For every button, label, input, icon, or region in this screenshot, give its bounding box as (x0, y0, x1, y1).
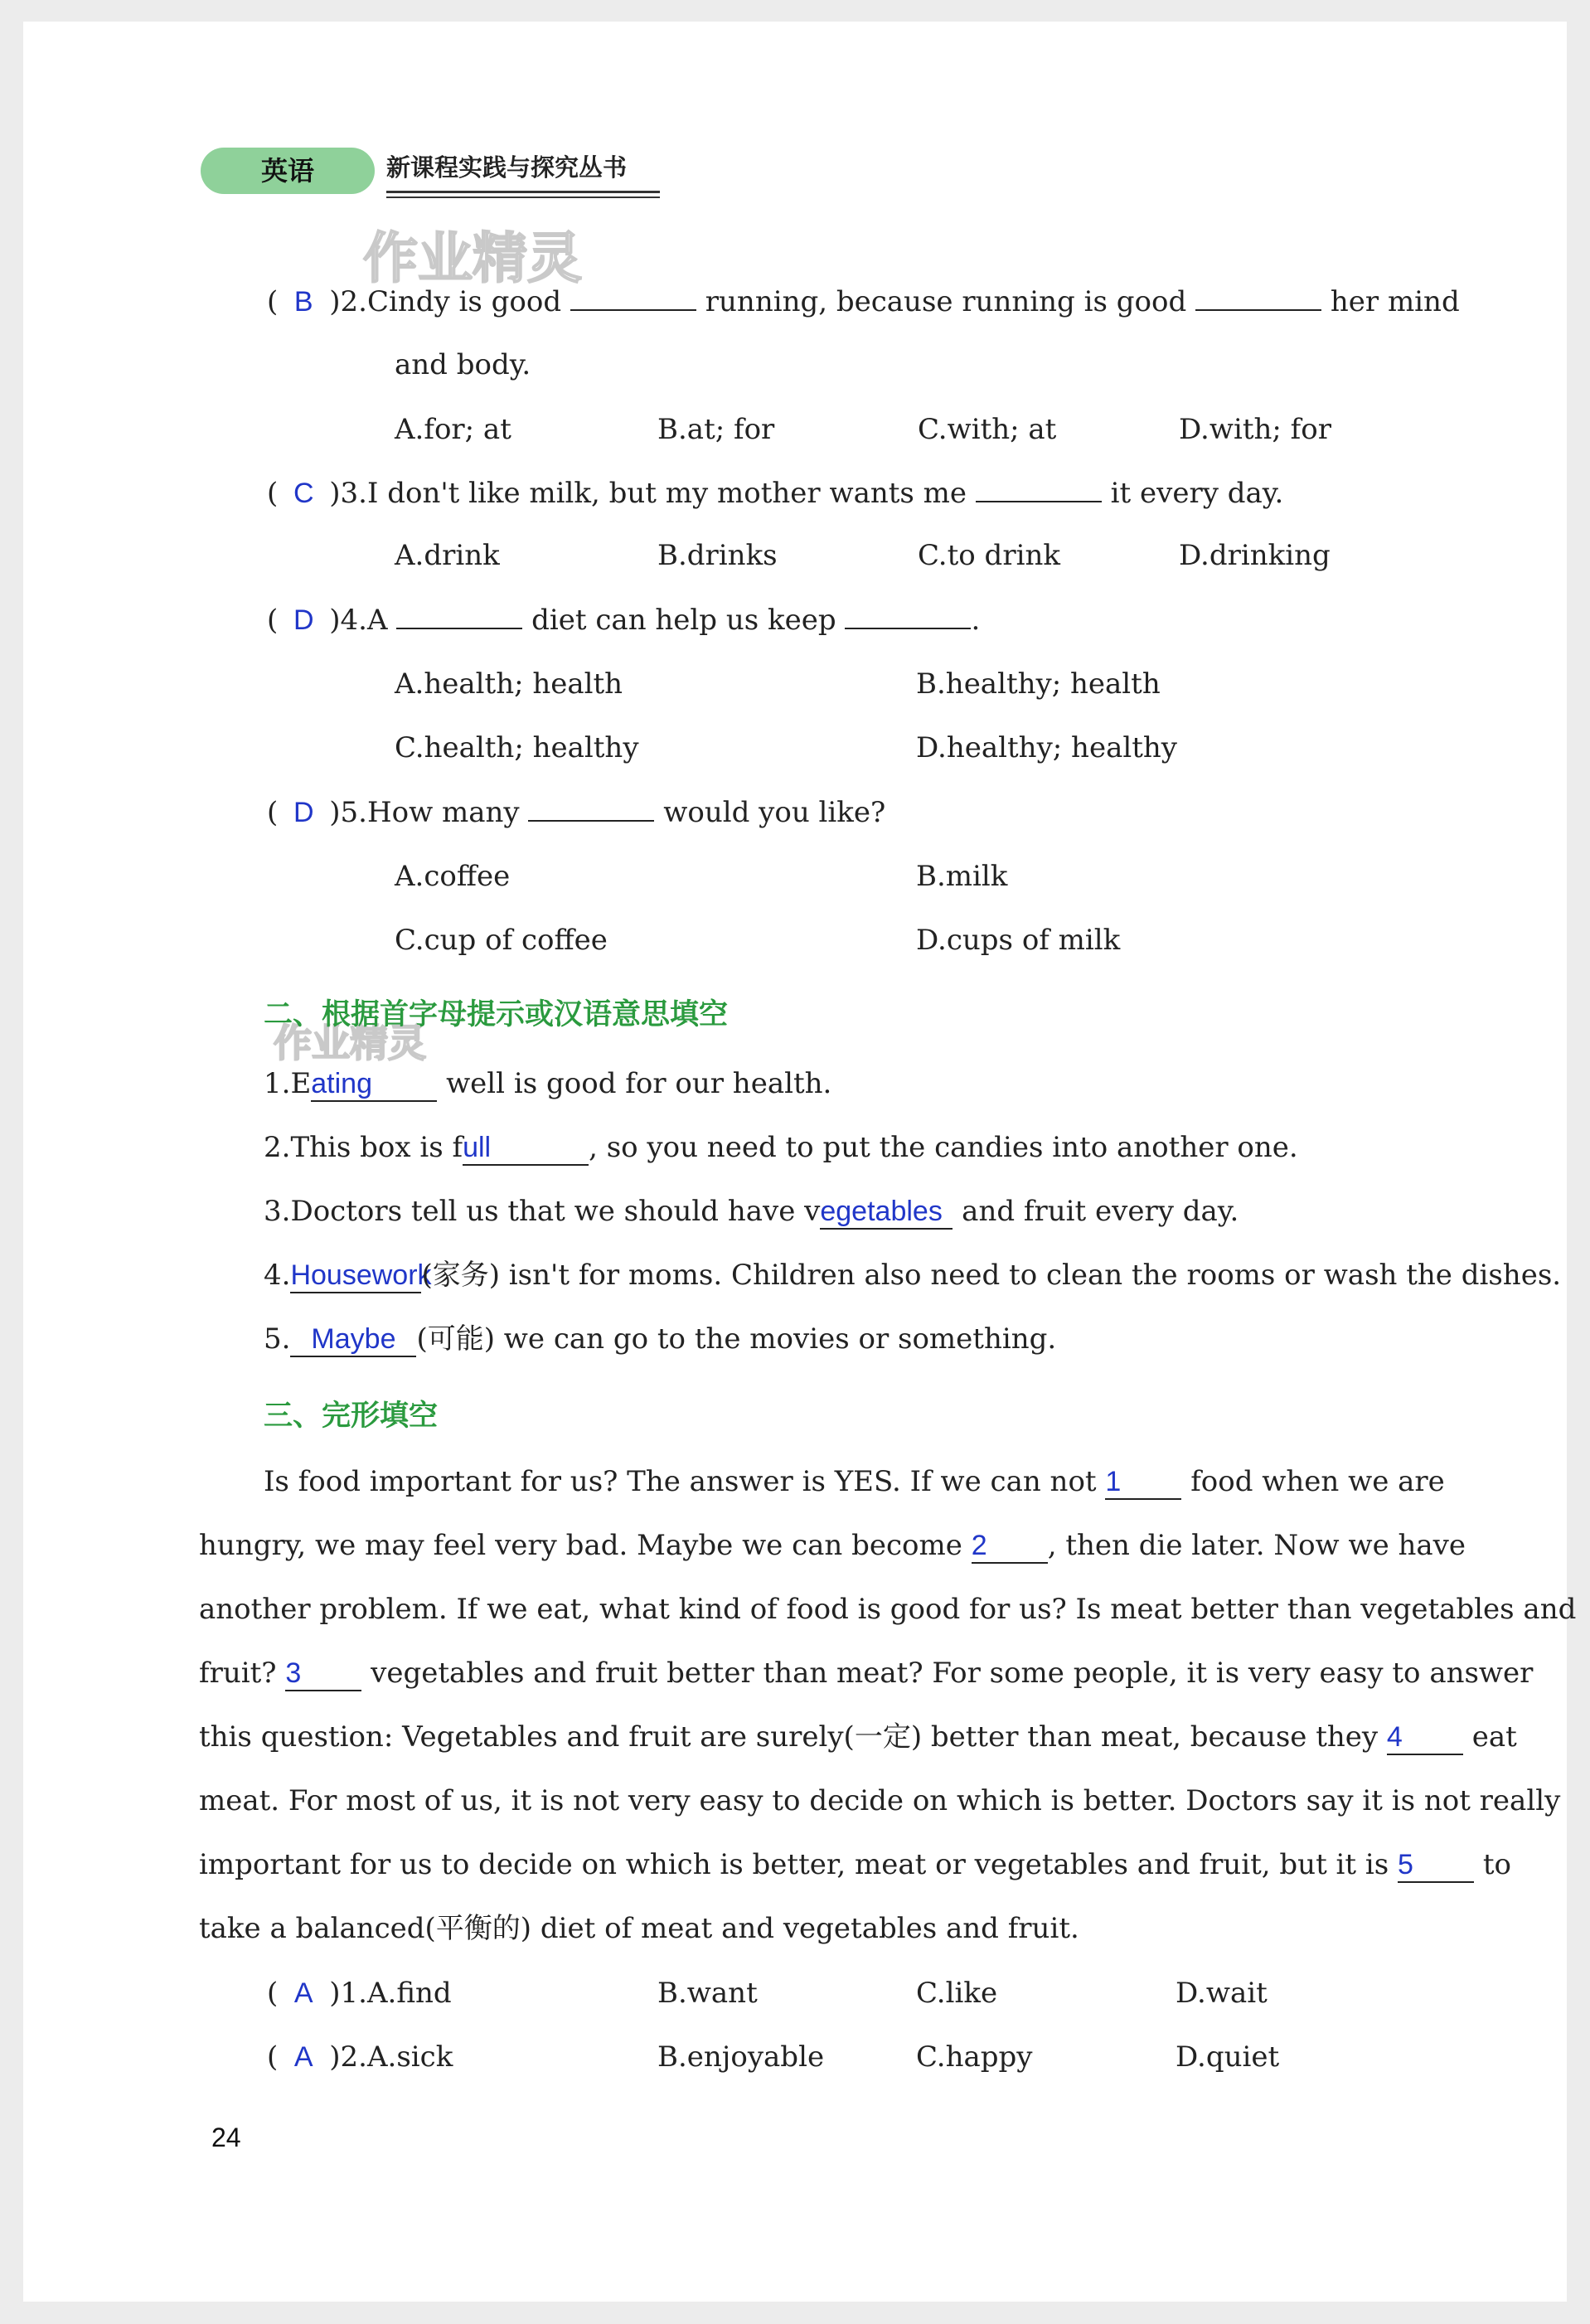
filled-answer: ull (463, 1131, 589, 1166)
blank-number: 1 (1105, 1465, 1181, 1500)
blank (1195, 284, 1321, 311)
option: B.at; for (657, 413, 775, 446)
watermark: 作业精灵 (363, 226, 582, 290)
question-2: ( B )2.Cindy is good running, because running is good her mind (267, 285, 1460, 318)
answer-mark: A (293, 1977, 313, 2009)
answer-mark: C (293, 478, 314, 509)
cloze-question-1: ( A )1.A.find (267, 1977, 452, 2010)
option: A.coffee (395, 860, 511, 893)
option: B.milk (916, 860, 1008, 893)
blank (976, 476, 1102, 502)
question-3: ( C )3.I don't like milk, but my mother wants me it every day. (267, 477, 1284, 510)
passage-line: fruit? 3 vegetables and fruit better than meat? For some people, it is very easy to answer (199, 1657, 1534, 1690)
blank-number: 4 (1387, 1720, 1463, 1755)
passage-line: Is food important for us? The answer is YES. If we can not 1 food when we are (264, 1465, 1445, 1498)
option: C.cup of coffee (395, 924, 608, 957)
filled-answer: Maybe (290, 1322, 416, 1357)
watermark: 作业精灵 (274, 1021, 426, 1065)
filled-answer: egetables (820, 1195, 953, 1230)
answer-mark: D (293, 604, 314, 636)
option: C.with; at (918, 413, 1057, 446)
fill-item-4: 4.Housework(家务) isn't for moms. Children also need to clean the rooms or wash the dishes. (264, 1259, 1562, 1292)
fill-item-1: 1.Eating well is good for our health. (264, 1067, 832, 1100)
blank (845, 603, 971, 629)
option: D.quiet (1176, 2040, 1280, 2074)
option: D.cups of milk (916, 924, 1121, 957)
question-4: ( D )4.A diet can help us keep . (267, 604, 981, 637)
answer-mark: B (293, 286, 313, 318)
answer-mark: D (293, 797, 314, 828)
passage-line: hungry, we may feel very bad. Maybe we can become 2 , then die later. Now we have (199, 1529, 1466, 1562)
blank-number: 5 (1398, 1848, 1474, 1883)
section-title: 二、根据首字母提示或汉语意思填空 (264, 998, 729, 1031)
series-title: 新课程实践与探究丛书 (386, 153, 628, 182)
blank-number: 2 (972, 1529, 1048, 1564)
passage-line: another problem. If we eat, what kind of food is good for us? Is meat better than vegetables and (199, 1593, 1577, 1626)
header-rule-thin (386, 196, 660, 198)
option: B.want (657, 1977, 758, 2010)
subject-badge: 英语 (201, 148, 375, 194)
filled-answer: ating (311, 1067, 437, 1102)
passage-line: meat. For most of us, it is not very easy to decide on which is better. Doctors say it is not really (199, 1784, 1561, 1817)
option: B.enjoyable (657, 2040, 825, 2074)
option: D.with; for (1179, 413, 1331, 446)
filled-answer: Housework (290, 1259, 421, 1293)
header-rule (386, 191, 660, 193)
passage-line: important for us to decide on which is better, meat or vegetables and fruit, but it is 5 to (199, 1848, 1511, 1881)
answer-mark: A (293, 2041, 313, 2073)
option: A.health; health (395, 667, 623, 701)
blank-number: 3 (285, 1657, 361, 1691)
option: C.like (916, 1977, 998, 2010)
option: A.drink (395, 539, 500, 572)
option: B.healthy; health (916, 667, 1161, 701)
fill-item-3: 3.Doctors tell us that we should have vegetables and fruit every day. (264, 1195, 1239, 1228)
option: C.happy (916, 2040, 1033, 2074)
passage-line: this question: Vegetables and fruit are surely(一定) better than meat, because they 4 eat (199, 1720, 1517, 1754)
passage-line: take a balanced(平衡的) diet of meat and vegetables and fruit. (199, 1912, 1079, 1945)
question-5: ( D )5.How many would you like? (267, 796, 886, 829)
fill-item-2: 2.This box is full , so you need to put the candies into another one. (264, 1131, 1298, 1164)
option: D.wait (1176, 1977, 1268, 2010)
blank (570, 284, 696, 311)
cloze-question-2: ( A )2.A.sick (267, 2040, 453, 2074)
fill-item-5: 5. Maybe (可能) we can go to the movies or something. (264, 1322, 1057, 1356)
option: A.for; at (395, 413, 511, 446)
blank (396, 603, 522, 629)
option: D.drinking (1179, 539, 1331, 572)
question-2-continuation: and body. (395, 348, 531, 381)
page-number: 24 (211, 2123, 241, 2152)
option: C.to drink (918, 539, 1060, 572)
option: B.drinks (657, 539, 778, 572)
option: C.health; healthy (395, 731, 639, 764)
section-title: 三、完形填空 (264, 1400, 439, 1433)
option: D.healthy; healthy (916, 731, 1177, 764)
blank (528, 795, 654, 822)
